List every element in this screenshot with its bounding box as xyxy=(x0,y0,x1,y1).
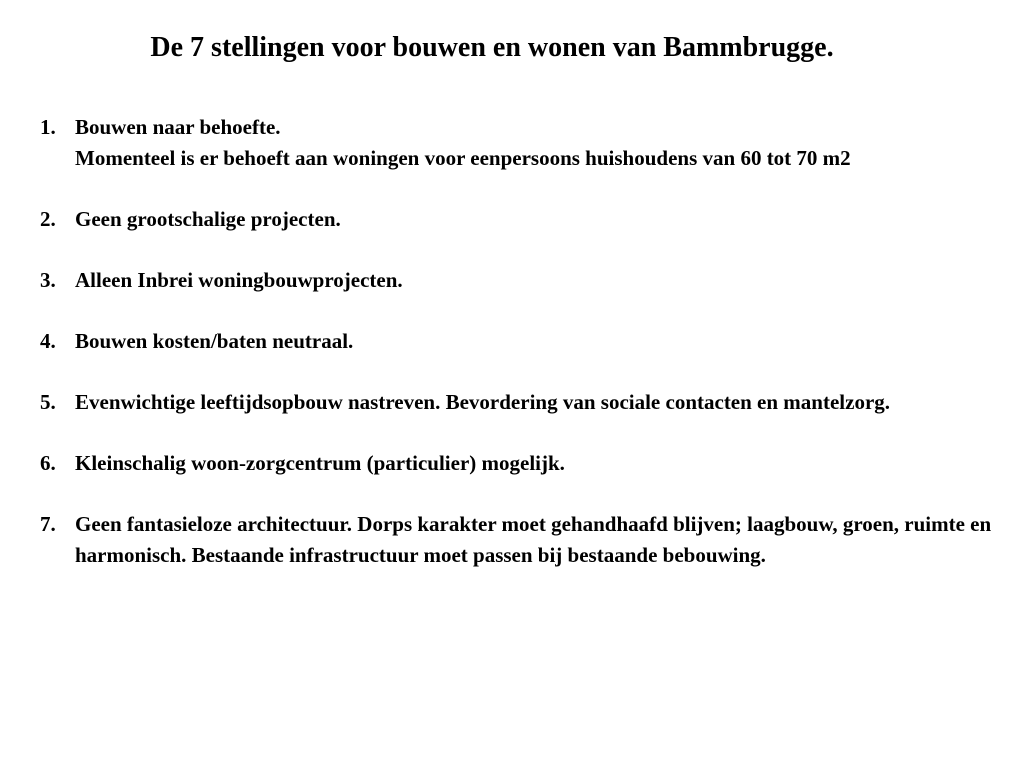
slide-title: De 7 stellingen voor bouwen en wonen van Bammbrugge. xyxy=(150,32,834,63)
item-heading: Evenwichtige leeftijdsopbouw nastreven. Bevordering van sociale contacten en mantelzorg. xyxy=(75,390,891,414)
item-heading: Geen grootschalige projecten. xyxy=(75,207,341,231)
list-item xyxy=(40,448,1000,479)
item-number: 6. xyxy=(40,451,56,475)
item-detail: Momenteel is er behoeft aan woningen voor eenpersoons huishoudens van 60 tot 70 m2 xyxy=(75,146,851,170)
list-item xyxy=(40,112,1000,174)
list-item xyxy=(40,326,1000,357)
item-heading: Alleen Inbrei woningbouwprojecten. xyxy=(75,268,403,292)
item-number: 7. xyxy=(40,512,56,536)
list-item xyxy=(40,265,1000,296)
stellingen-list xyxy=(40,112,1000,601)
item-number: 1. xyxy=(40,115,56,139)
item-number: 3. xyxy=(40,268,56,292)
item-number: 4. xyxy=(40,329,56,353)
item-heading: Bouwen naar behoefte. xyxy=(75,115,281,139)
item-number: 5. xyxy=(40,390,56,414)
item-heading: Geen fantasieloze architectuur. Dorps karakter moet gehandhaafd blijven; laagbouw, groen, ruimte en harmonisch. Bestaande infrastructuur moet passen bij bestaande bebouwing. xyxy=(75,512,992,567)
item-heading: Kleinschalig woon-zorgcentrum (particulier) mogelijk. xyxy=(75,451,565,475)
list-item xyxy=(40,387,1000,418)
item-number: 2. xyxy=(40,207,56,231)
item-heading: Bouwen kosten/baten neutraal. xyxy=(75,329,354,353)
list-item xyxy=(40,509,1000,571)
list-item xyxy=(40,204,1000,235)
